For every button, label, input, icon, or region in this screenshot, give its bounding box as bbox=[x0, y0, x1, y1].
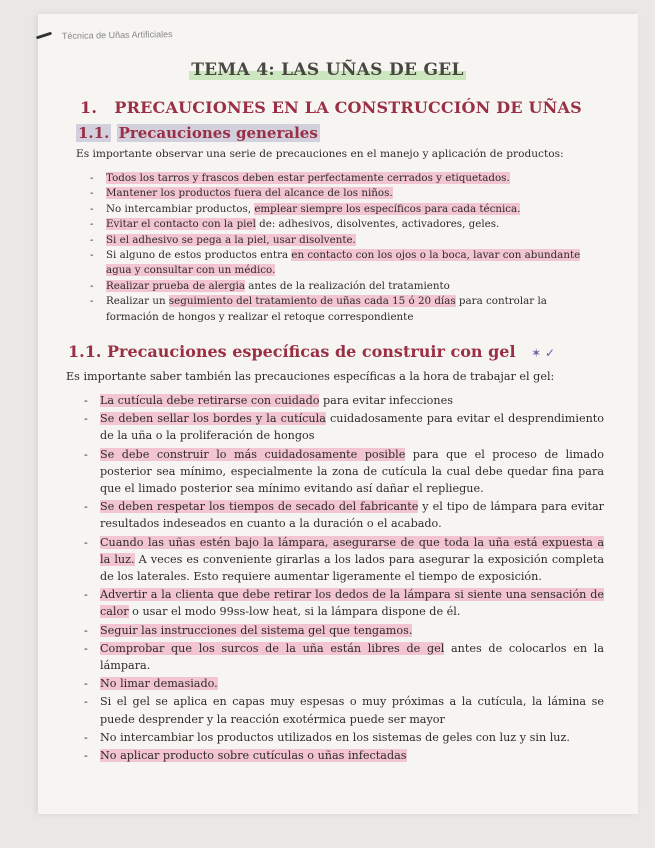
highlighted-text: La cutícula debe retirarse con cuidado bbox=[100, 394, 320, 407]
highlighted-text: No limar demasiado. bbox=[100, 677, 218, 691]
list-item bbox=[88, 171, 588, 186]
list-item bbox=[88, 233, 588, 248]
item-text: Si alguno de estos productos entra bbox=[106, 249, 292, 262]
highlighted-text: Se debe construir lo más cuidadosamente posible bbox=[100, 447, 406, 461]
item-text: No intercambiar los productos utilizados en los sistemas de geles con luz y sin luz. bbox=[100, 730, 570, 744]
list-item bbox=[82, 534, 604, 586]
page-header: Técnica de Uñas Artificiales bbox=[61, 29, 173, 41]
subsection-specific-heading bbox=[68, 342, 555, 361]
item-text: para que el proceso de limado posterior sea mínimo, especialmente la zona de cutícula la cual debe quedar fina para que el limado posterior sea mínimo evitando así dañar el repliegue. bbox=[100, 447, 604, 496]
list-item bbox=[88, 248, 588, 279]
highlighted-text: seguimiento del tratamiento de uñas cada 15 ó 20 días bbox=[168, 295, 456, 308]
handwritten-marks: ✶ ✓ bbox=[531, 346, 556, 360]
list-item bbox=[82, 586, 604, 620]
specific-precautions-list bbox=[82, 392, 604, 765]
highlighted-text: Todos los tarros y frascos deben estar perfectamente cerrados y etiquetados. bbox=[106, 172, 510, 184]
highlighted-text: emplear siempre los específicos para cada técnica. bbox=[254, 202, 521, 215]
highlighted-text: Comprobar que los surcos de la uña están libres de gel bbox=[100, 641, 445, 655]
list-item bbox=[82, 446, 604, 498]
item-text: antes de la realización del tratamiento bbox=[245, 279, 450, 292]
highlighted-text: Se deben sellar los bordes y la cutícula bbox=[100, 412, 326, 426]
list-item bbox=[88, 217, 588, 232]
item-text: Realizar un bbox=[106, 295, 169, 308]
subsection-specific-title: Precauciones específicas de construir con gel bbox=[106, 342, 516, 361]
highlighted-text: Evitar el contacto con la piel bbox=[106, 218, 256, 231]
page-title-text: TEMA 4: LAS UÑAS DE GEL bbox=[191, 60, 464, 80]
highlighted-text: Seguir las instrucciones del sistema gel que tengamos. bbox=[100, 623, 413, 637]
item-text: Si el gel se aplica en capas muy espesas o muy próximas a la cutícula, la lámina se puede desprender y la reacción exotérmica puede ser mayor bbox=[100, 695, 604, 726]
highlighted-text: Realizar prueba de alergia bbox=[106, 279, 246, 292]
highlighted-text: Si el adhesivo se pega a la piel, usar disolvente. bbox=[106, 233, 356, 246]
item-text: antes de colocarlos en la lámpara. bbox=[100, 641, 604, 673]
subsection-general-number: 1.1. bbox=[78, 124, 110, 142]
item-text: A veces es conveniente girarlas a los lados para asegurar la exposición completa de los laterales. Esto requiere aumentar ligeramente el tiempo de exposición. bbox=[100, 552, 604, 584]
list-item bbox=[82, 693, 604, 727]
subsection-specific-number: 1.1. bbox=[68, 342, 102, 361]
subsection-specific-intro: Es importante saber también las precauciones específicas a la hora de trabajar el gel: bbox=[66, 370, 555, 383]
section-number: 1. bbox=[80, 98, 98, 117]
list-item bbox=[82, 410, 604, 444]
list-item bbox=[88, 279, 588, 294]
general-precautions-list bbox=[88, 171, 588, 325]
item-text: o usar el modo 99ss-low heat, si la lámpara dispone de él. bbox=[128, 605, 461, 619]
list-item bbox=[82, 622, 604, 639]
highlighted-text: en contacto con los ojos o la boca, lavar con abundante agua y consultar con un médico. bbox=[106, 249, 581, 277]
highlighted-text: Se deben respetar los tiempos de secado del fabricante bbox=[100, 500, 419, 514]
item-text: para controlar la formación de hongos y realizar el retoque correspondiente bbox=[106, 295, 547, 323]
highlighted-text: No aplicar producto sobre cutículas o uñas infectadas bbox=[100, 749, 407, 763]
list-item bbox=[88, 186, 588, 201]
list-item bbox=[82, 392, 604, 409]
highlighted-text: Cuando las uñas estén bajo la lámpara, asegurarse de que toda la uña está expuesta a la luz. bbox=[100, 535, 604, 566]
list-item bbox=[82, 675, 604, 692]
list-item bbox=[82, 498, 604, 532]
subsection-general-intro: Es importante observar una serie de precauciones en el manejo y aplicación de productos: bbox=[76, 148, 564, 160]
section-title: PRECAUCIONES EN LA CONSTRUCCIÓN DE UÑAS bbox=[114, 98, 582, 117]
list-item bbox=[82, 640, 604, 674]
item-text: y el tipo de lámpara para evitar resultados indeseados en cuanto a la duración o el acabado. bbox=[100, 500, 604, 531]
highlighted-text: Mantener los productos fuera del alcance de los niños. bbox=[106, 187, 393, 200]
item-text: cuidadosamente para evitar el desprendimiento de la uña o la proliferación de hongos bbox=[100, 412, 605, 443]
item-text: de: adhesivos, disolventes, activadores, geles. bbox=[255, 218, 500, 231]
page-title bbox=[0, 60, 655, 80]
subsection-general-title: Precauciones generales bbox=[118, 124, 318, 142]
list-item bbox=[82, 729, 604, 746]
item-text: para evitar infecciones bbox=[319, 394, 453, 407]
highlighted-text: Advertir a la clienta que debe retirar los dedos de la lámpara si siente una sensación de calor bbox=[100, 588, 604, 619]
item-text: No intercambiar productos, bbox=[106, 202, 255, 215]
list-item bbox=[88, 202, 588, 217]
list-item bbox=[88, 294, 588, 325]
section-heading bbox=[80, 98, 582, 117]
subsection-general-heading bbox=[76, 124, 320, 142]
list-item bbox=[82, 747, 604, 764]
